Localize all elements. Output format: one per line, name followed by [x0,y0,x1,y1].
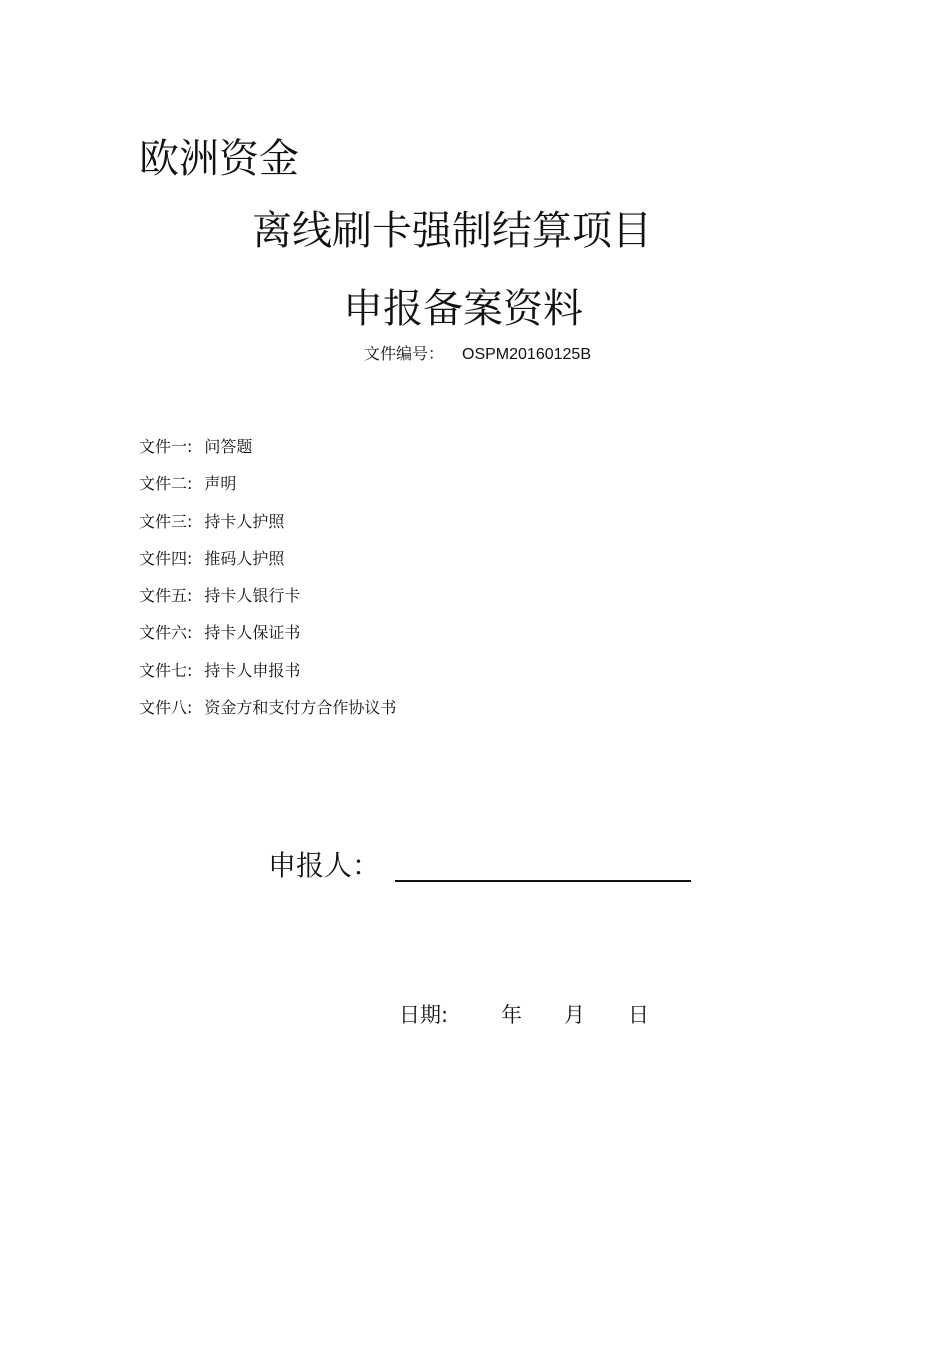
project-title: 离线刷卡强制结算项目 [252,208,652,254]
file-number-label: 文件编号： [364,344,445,363]
file-item-label: 文件八: [139,698,193,718]
document-title: 申报备案资料 [343,286,583,332]
file-list-item [139,621,396,658]
file-list-item [139,696,396,733]
date-row [399,1000,649,1030]
signature-line [395,880,691,882]
file-list [139,435,396,733]
file-list-item [139,659,396,696]
date-month-label: 月 [564,1003,585,1027]
file-number-code: OSPM20160125B [462,346,591,363]
file-item-title: 资金方和支付方合作协议书 [204,698,397,718]
file-item-title: 持卡人申报书 [204,660,301,680]
declarant-label: 申报人： [268,849,381,882]
file-item-label: 文件四: [139,548,193,568]
file-list-item [139,435,396,472]
file-item-title: 持卡人护照 [204,511,285,531]
file-list-item [139,510,396,547]
file-item-label: 文件六: [139,623,193,643]
file-item-label: 文件五: [139,586,193,606]
file-item-label: 文件三: [139,511,193,531]
file-item-title: 声明 [204,474,237,494]
file-list-item [139,547,396,584]
file-item-title: 持卡人保证书 [204,623,301,643]
file-item-label: 文件二: [139,474,193,494]
file-item-label: 文件一: [139,437,193,456]
date-year-label: 年 [501,1003,522,1027]
date-label: 日期: [399,1003,449,1027]
file-item-title: 问答题 [204,437,253,456]
file-item-title: 持卡人银行卡 [204,586,301,606]
file-list-item [139,584,396,621]
date-day-label: 日 [628,1003,649,1027]
file-list-item [139,472,396,509]
org-name: 欧洲资金 [139,136,299,182]
file-item-label: 文件七: [139,660,193,680]
file-item-title: 推码人护照 [204,548,285,568]
file-number-line [364,343,591,366]
